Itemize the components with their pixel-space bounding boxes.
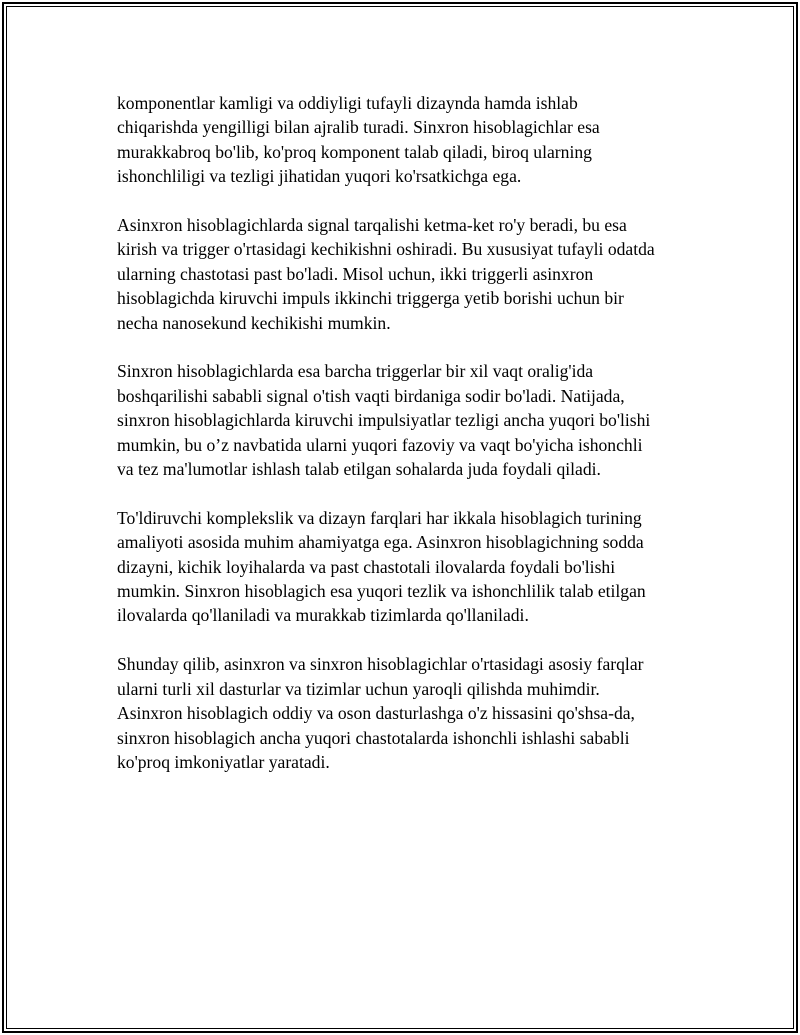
paragraph: Sinxron hisoblagichlarda esa barcha triggerlar bir xil vaqt oralig'ida boshqarilishi sababli signal o'tish vaqti birdaniga sodir bo'ladi. Natijada, sinxron hisoblagichlarda kiruvchi impulsiyatlar tezligi ancha yuqori bo'lishi mumkin, bu o’z navbatida ularni yuqori fazoviy va vaqt bo'yicha ishonchli va tez ma'lumotlar ishlash talab etilgan sohalarda juda foydali qiladi. xyxy=(117,361,651,480)
document-body xyxy=(117,91,697,799)
paragraph: komponentlar kamligi va oddiyligi tufayli dizaynda hamda ishlab chiqarishda yengilligi bilan ajralib turadi. Sinxron hisoblagichlar esa murakkabroq bo'lib, ko'proq komponent talab qiladi, biroq ularning ishonchliligi va tezligi jihatidan yuqori ko'rsatkichga ega. xyxy=(117,93,600,187)
paragraph: To'ldiruvchi komplekslik va dizayn farqlari har ikkala hisoblagich turining amaliyoti asosida muhim ahamiyatga ega. Asinxron hisoblagichning sodda dizayni, kichik loyihalarda va past chastotali ilovalarda foydali bo'lishi mumkin. Sinxron hisoblagich esa yuqori tezlik va ishonchlilik talab etilgan ilovalarda qo'llaniladi va murakkab tizimlarda qo'llaniladi. xyxy=(117,507,646,626)
paragraph: Asinxron hisoblagichlarda signal tarqalishi ketma-ket ro'y beradi, bu esa kirish va trigger o'rtasidagi kechikishni oshiradi. Bu xususiyat tufayli odatda ularning chastotasi past bo'ladi. Misol uchun, ikki triggerli asinxron hisoblagichda kiruvchi impuls ikkinchi triggerga yetib borishi uchun bir necha nanosekund kechikishi mumkin. xyxy=(117,215,655,333)
paragraph: Shunday qilib, asinxron va sinxron hisoblagichlar o'rtasidagi asosiy farqlar ularni turli xil dasturlar va tizimlar uchun yaroqli qilishda muhimdir. Asinxron hisoblagich oddiy va oson dasturlashga o'z hissasini qo'shsa-da, sinxron hisoblagich ancha yuqori chastotalarda ishonchli ishlashi sababli ko'proq imkoniyatlar yaratadi. xyxy=(117,654,644,772)
